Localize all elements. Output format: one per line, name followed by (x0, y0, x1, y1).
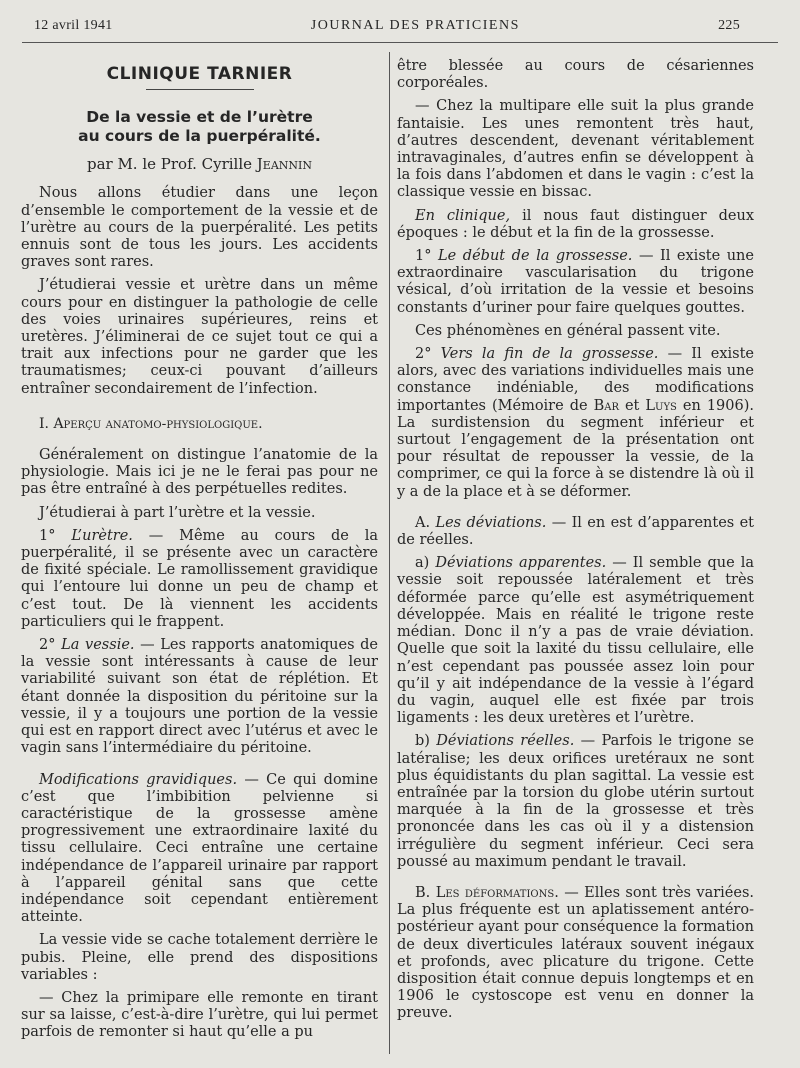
item-title: En clinique, (415, 207, 511, 224)
paragraph (397, 346, 754, 501)
left-column (21, 58, 378, 1048)
paragraph: — Chez la primipare elle remonte en tirant sur sa laisse, c’est-à-dire l’urètre, qui lui permet parfois de remonter si haut qu’elle a pu (21, 989, 378, 1041)
item-number: 1° (39, 527, 72, 544)
section-heading-number: I. (39, 415, 54, 432)
paragraph-text: — Même au cours de la puerpéralité, il se présente avec un caractère de fixité spéciale. Le ramollissement gravidique qui l’entoure lui donne un peu de champ et c’est tout. De là viennent les accidents particuliers qui le frappent. (21, 527, 378, 630)
paragraph: Généralement on distingue l’anatomie de la physiologie. Mais ici je ne le ferai pas pour ne pas être entraîné à des perpétuelles redites. (21, 447, 378, 498)
paragraph: être blessée au cours de césariennes corporéales. (397, 58, 754, 92)
item-title: Le début de la grossesse. (438, 248, 633, 265)
column-divider (389, 52, 390, 1054)
item-title: Vers la fin de la grossesse. (440, 346, 659, 363)
issue-date: 12 avril 1941 (34, 18, 113, 33)
journal-name: JOURNAL DES PRATICIENS (310, 18, 520, 33)
running-head (34, 18, 740, 34)
item-number: b) (415, 733, 437, 750)
paragraph: J’étudierai vessie et urètre dans un même cours pour en distinguer la pathologie de celle des voies urinaires supérieures, reins et uretères. J’éliminerai de ce sujet tout ce qui a trait aux infections pour ne garder que les traumatismes; ceux-ci pouvant d’ailleurs entraîner secondairement de l’infection. (21, 277, 378, 397)
paragraph-text: — Il existe alors, avec des variations individuelles mais une constance indéniable, des modifications importantes (Mémoire de (397, 346, 754, 414)
cited-author: Luys (645, 397, 677, 414)
paragraph-text: — Il semble que la vessie soit repoussée latéralement et très déformée parce qu’elle est asymétriquement développée. Mais en réalité le trigone reste médian. Donc il n’y a pas de vraie déviation. Quelle que soit la laxité du tissu cellulaire, elle n’est cependant pas poussée assez loin pour qu’il y ait indépendance de la vessie à l’égard du vagin, auquel elle est fixée par trois ligaments : les deux uretères et l’urètre. (397, 555, 754, 727)
item-title: L’urètre. (71, 527, 133, 544)
paragraph (397, 515, 754, 549)
paragraph-text: — Il existe une extraordinaire vascularisation du trigone vésical, d’où irritation de la vessie et besoins constants d’uriner pour faire quelques gouttes. (397, 248, 754, 316)
article-title-line-2: au cours de la puerpéralité. (78, 127, 321, 146)
item-title: Déviations apparentes. (435, 555, 607, 572)
item-number: 2° (415, 346, 441, 363)
item-title: La vessie. (61, 637, 135, 654)
paragraph-text: — Parfois le trigone se latéralise; les deux orifices uretéraux ne sont plus équidistants du plan sagittal. La vessie est entraînée par la torsion du globe utérin surtout marquée à la fin de la grossesse et très prononcée dans les cas où il y a distension irrégulière du segment inférieur. Ceci sera poussé au maximum pendant le travail. (397, 733, 754, 870)
paragraph-text: il nous faut distinguer deux époques : le début et la fin de la grossesse. (397, 207, 754, 241)
paragraph (21, 772, 378, 927)
paragraph: Ces phénomènes en général passent vite. (415, 322, 721, 339)
byline-prefix: par M. le Prof. Cyrille (86, 155, 257, 174)
paragraph: Nous allons étudier dans une leçon d’ensemble le comportement de la vessie et de l’urètre au cours de la puerpéralité. Les petits ennuis sont de tous les jours. Les accidents graves sont rares. (21, 185, 378, 271)
paragraph (21, 528, 378, 631)
title-rule (146, 89, 254, 90)
section-heading (21, 416, 378, 433)
item-number: B. (415, 884, 436, 901)
paragraph (397, 208, 754, 242)
item-title: Les déformations. (435, 884, 559, 901)
paragraph-text: — Ce qui domine c’est que l’imbibition pelvienne si caractéristique de la grossesse amène progressivement une extraordinaire laxité du tissu cellulaire. Ceci entraîne une certaine indépendance de l’appareil urinaire par rapport à l’appareil génital sans que cette indépendance soit cependant entièrement atteinte. (21, 771, 378, 926)
paragraph (397, 885, 754, 1023)
section-heading-text: Aperçu anatomo-physiologique. (53, 415, 263, 432)
byline-author: Jeannin (256, 155, 313, 174)
cited-author: Bar (593, 397, 619, 414)
header-rule (22, 42, 778, 43)
paragraph (21, 637, 378, 757)
paragraph-text: — Les rapports anatomiques de la vessie sont intéressants à cause de leur variabilité suivant son état de réplétion. Et étant donnée la disposition du péritoine sur la vessie, il y a toujours une portion de la vessie qui est en rapport direct avec l’utérus et avec le vagin sans l’intermédiaire du péritoine. (21, 637, 379, 757)
section-title: CLINIQUE TARNIER (106, 64, 293, 84)
paragraph-text: — Il en est d’apparentes et de réelles. (397, 514, 754, 549)
item-number: 1° (415, 248, 439, 265)
item-number: 2° (39, 637, 62, 654)
paragraph: — Chez la multipare elle suit la plus grande fantaisie. Les unes remontent très haut, d’autres descendent, devenant véritablement intravaginales, d’autres enfin se développent à la fois dans l’abdomen et dans le vagin : c’est la classique vessie en bissac. (397, 98, 754, 201)
item-title: Déviations réelles. (436, 733, 575, 750)
paragraph (397, 733, 754, 871)
paragraph-text: en 1906). La surdistension du segment inférieur et surtout l’engagement de la présentation ont pour résultat de repousser la vessie, de la comprimer, ce qui la force à se distendre là où il y a de la place et à se déformer. (397, 397, 754, 500)
paragraph (397, 248, 754, 317)
item-number: a) (415, 555, 436, 572)
paragraph: J’étudierai à part l’urètre et la vessie. (39, 504, 316, 521)
paragraph-text: — Elles sont très variées. La plus fréquente est un aplatissement antéro-postérieur ayant pour conséquence la formation de deux diverticules latéraux souvent inégaux et profonds, avec plicature du trigone. Cette disposition était connue depuis longtemps et en 1906 le cystoscope est venu en donner la preuve. (397, 884, 754, 1022)
paragraph: La vessie vide se cache totalement derrière le pubis. Pleine, elle prend des dispositions variables : (21, 932, 378, 983)
article-title (21, 108, 378, 146)
page-number: 225 (718, 18, 740, 33)
item-title: Les déviations. (435, 514, 547, 531)
right-column (397, 58, 754, 1029)
paragraph-text: et (618, 397, 646, 414)
item-number: A. (415, 514, 436, 531)
byline (21, 156, 378, 173)
paragraph (397, 555, 754, 727)
item-title: Modifications gravidiques. (39, 771, 238, 788)
article-title-line-1: De la vessie et de l’urètre (86, 108, 313, 127)
